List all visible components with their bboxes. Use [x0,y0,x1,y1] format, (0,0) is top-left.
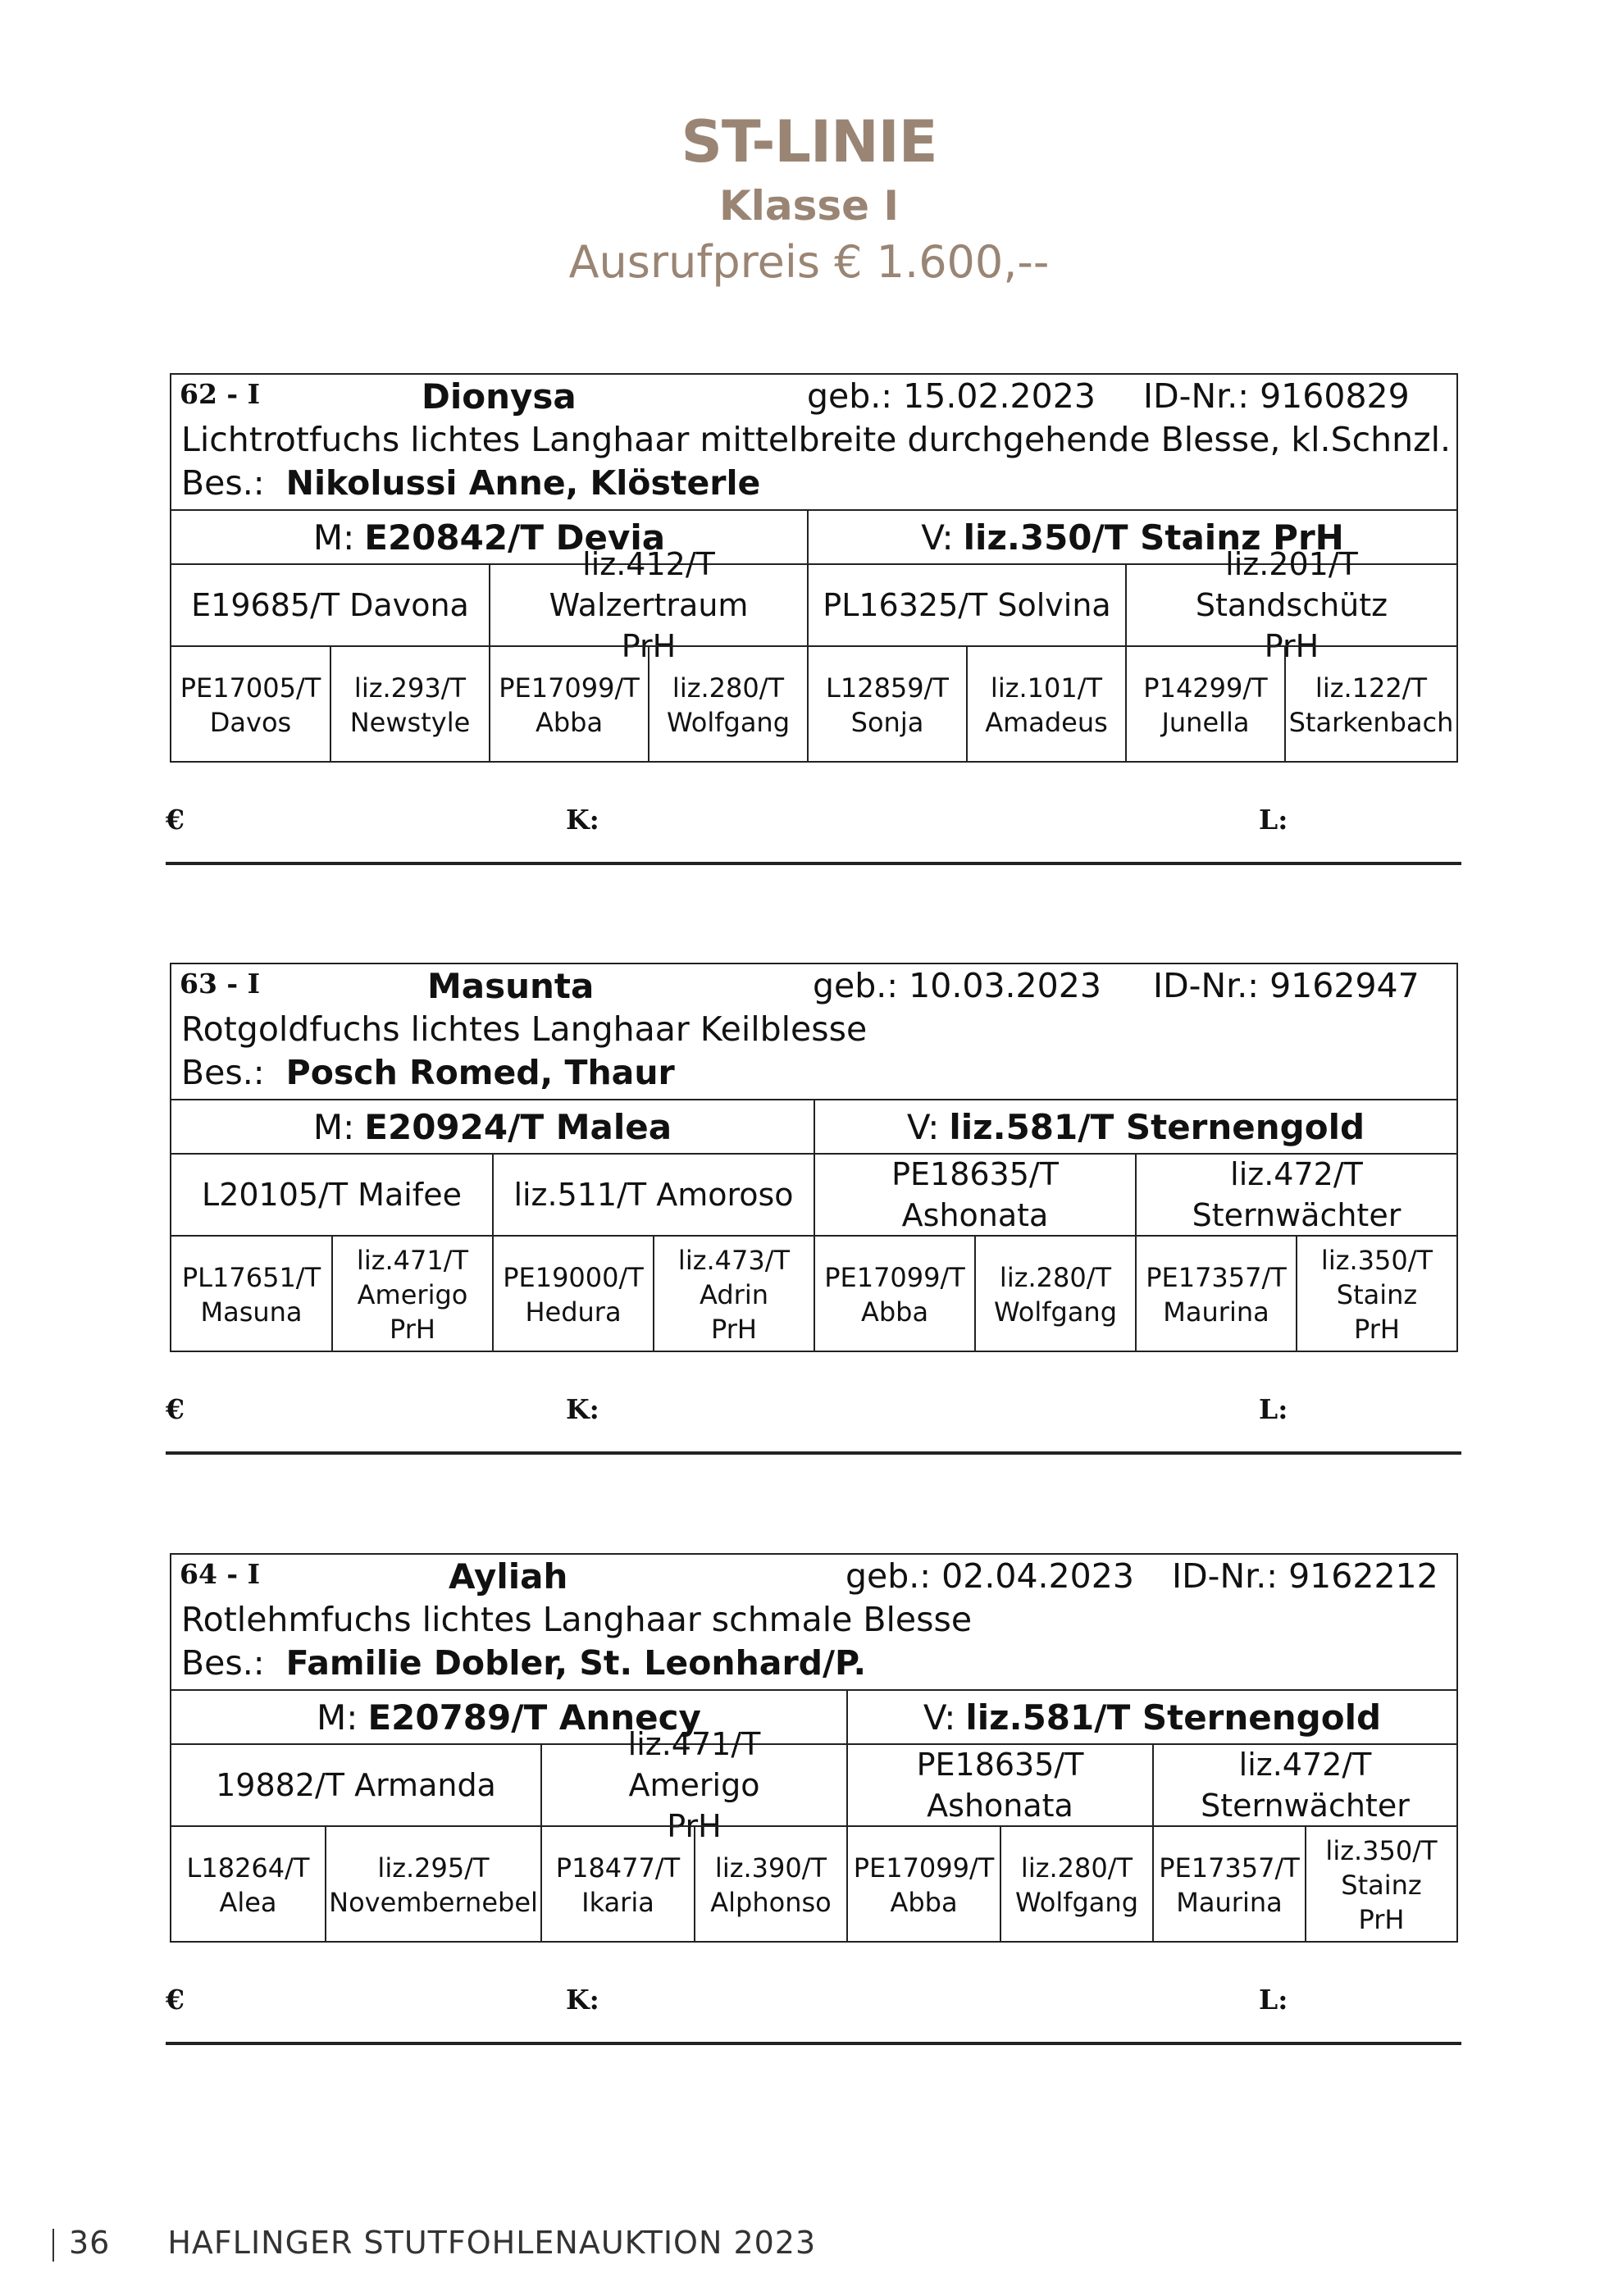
mother-prefix: M: [317,1697,358,1738]
mother-name: E20842/T Devia [364,517,666,558]
foal-description: Lichtrotfuchs lichtes Langhaar mittelbreite durchgehende Blesse, kl.Schnzl. [181,420,1452,459]
bid-record [166,804,1458,853]
foal-name: Ayliah [449,1556,568,1597]
father-prefix: V: [906,1106,940,1147]
owner-label: Bes.: [181,1053,265,1092]
grandparents-row [171,1726,1456,1844]
foal-name: Dionysa [422,376,577,417]
great-grandparent-cell: liz.390/T Alphonso [694,1827,846,1943]
mother-cell [171,1100,814,1153]
grandparents-row [171,546,1456,664]
owner-line [181,1053,675,1092]
great-grandparent-cell: L12859/T Sonja [807,647,966,763]
great-grandparent-cell: PE17357/T Maurina [1135,1237,1296,1352]
grandparent-cell: PL16325/T Solvina [807,565,1125,645]
great-grandparent-cell: PL17651/T Masuna [181,1261,321,1328]
father-cell [814,1100,1456,1153]
foal-description: Rotlehmfuchs lichtes Langhaar schmale Blesse [181,1600,973,1639]
grandparent-cell: liz.472/T Sternwächter [1152,1745,1456,1825]
bid-record [166,1393,1458,1442]
foal-info [171,1555,1456,1689]
mother-name: E20924/T Malea [364,1106,672,1147]
great-grandparent-cell: PE17099/T Abba [814,1237,974,1352]
parents-row [171,1689,1456,1743]
great-grandparent-cell: L18264/T Alea [186,1852,310,1918]
lot-number: 62 - I [180,378,261,410]
great-grandparent-cell: liz.471/T Amerigo PrH [331,1237,492,1352]
grandparent-cell: L20105/T Maifee [202,1177,462,1213]
owner-label: Bes.: [181,1643,265,1683]
grandparent-cell: 19882/T Armanda [216,1767,496,1803]
great-grandparent-cell: liz.295/T Novembernebel [325,1827,540,1943]
owner-name: Nikolussi Anne, Klösterle [285,463,761,503]
great-grandparent-cell: PE19000/T Hedura [492,1237,653,1352]
great-grandparent-cell: liz.122/T Starkenbach [1284,647,1456,763]
mother-prefix: M: [312,1106,355,1147]
great-grandparent-cell: liz.101/T Amadeus [966,647,1125,763]
great-grandparent-cell: liz.473/T Adrin PrH [653,1237,814,1352]
euro-label: € [166,1393,185,1425]
great-grandparents-row [171,1235,1456,1352]
father-name: liz.581/T Sternengold [949,1106,1365,1147]
grandparent-cell: liz.412/T Walzertraum PrH [489,565,807,645]
pedigree-card [170,963,1458,1352]
lot-number: 63 - I [180,968,261,1000]
page-footer [52,2225,816,2262]
bid-underline [166,2042,1461,2045]
birth-date: geb.: 15.02.2023 [807,376,1096,416]
class-heading: Klasse I [718,182,900,230]
grandparent-cell: E19685/T Davona [191,587,469,623]
foal-info [171,375,1456,509]
lot-number: 64 - I [180,1558,261,1590]
great-grandparent-cell: PE17005/T Davos [180,672,321,738]
great-grandparent-cell: PE17357/T Maurina [1152,1827,1305,1943]
grandparent-cell: PE18635/T Ashonata [814,1155,1135,1235]
euro-label: € [166,804,185,836]
buyer-k-label: K: [566,1393,599,1425]
parents-row [171,1099,1456,1153]
lot-l-label: L: [1259,804,1288,836]
grandparent-cell: liz.472/T Sternwächter [1135,1155,1456,1235]
page-title: ST-LINIE [681,108,937,175]
foal-name: Masunta [427,966,595,1006]
bid-underline [166,862,1461,865]
birth-date: geb.: 10.03.2023 [813,966,1101,1005]
father-name: liz.581/T Sternengold [965,1697,1382,1738]
grandparent-cell: PE18635/T Ashonata [846,1745,1152,1825]
father-name: liz.350/T Stainz PrH [963,517,1344,558]
great-grandparent-cell: liz.280/T Wolfgang [1000,1827,1152,1943]
father-cell [846,1691,1456,1743]
birth-date: geb.: 02.04.2023 [845,1556,1134,1596]
great-grandparent-cell: liz.280/T Wolfgang [974,1237,1135,1352]
great-grandparent-cell: PE17099/T Abba [846,1827,1000,1943]
father-prefix: V: [921,517,954,558]
pedigree-card [170,373,1458,763]
pedigree-card [170,1553,1458,1943]
id-number: ID-Nr.: 9162947 [1153,966,1420,1005]
great-grandparent-cell: liz.293/T Newstyle [330,647,489,763]
owner-name: Posch Romed, Thaur [285,1053,675,1092]
great-grandparent-cell: P14299/T Junella [1125,647,1284,763]
owner-line [181,1643,866,1683]
grandparent-cell: liz.201/T Standschütz PrH [1125,565,1456,645]
owner-name: Familie Dobler, St. Leonhard/P. [285,1643,867,1683]
grandparents-row [171,1153,1456,1235]
page-number: 36 [69,2225,111,2261]
buyer-k-label: K: [566,804,599,836]
id-number: ID-Nr.: 9160829 [1143,376,1410,416]
great-grandparents-row [171,645,1456,763]
great-grandparents-row [171,1825,1456,1943]
bid-underline [166,1451,1461,1455]
foal-description: Rotgoldfuchs lichtes Langhaar Keilblesse [181,1009,868,1049]
great-grandparent-cell: PE17099/T Abba [489,647,648,763]
owner-line [181,463,760,503]
footer-title: HAFLINGER STUTFOHLENAUKTION 2023 [167,2225,817,2261]
great-grandparent-cell: P18477/T Ikaria [540,1827,694,1943]
mother-prefix: M: [312,517,355,558]
great-grandparent-cell: liz.350/T Stainz PrH [1305,1827,1456,1943]
grandparent-cell: liz.471/T Amerigo PrH [540,1745,846,1825]
bid-record [166,1984,1458,2033]
starting-price: Ausrufpreis € 1.600,-- [568,236,1050,288]
footer-divider [52,2229,54,2262]
mother-name: E20789/T Annecy [367,1697,701,1738]
lot-l-label: L: [1259,1393,1288,1425]
great-grandparent-cell: liz.350/T Stainz PrH [1296,1237,1456,1352]
foal-info [171,964,1456,1099]
grandparent-cell: liz.511/T Amoroso [492,1155,814,1235]
id-number: ID-Nr.: 9162212 [1172,1556,1438,1596]
great-grandparent-cell: liz.280/T Wolfgang [648,647,807,763]
lot-l-label: L: [1259,1984,1288,2016]
father-prefix: V: [923,1697,956,1738]
owner-label: Bes.: [181,463,265,503]
buyer-k-label: K: [566,1984,599,2016]
euro-label: € [166,1984,185,2016]
